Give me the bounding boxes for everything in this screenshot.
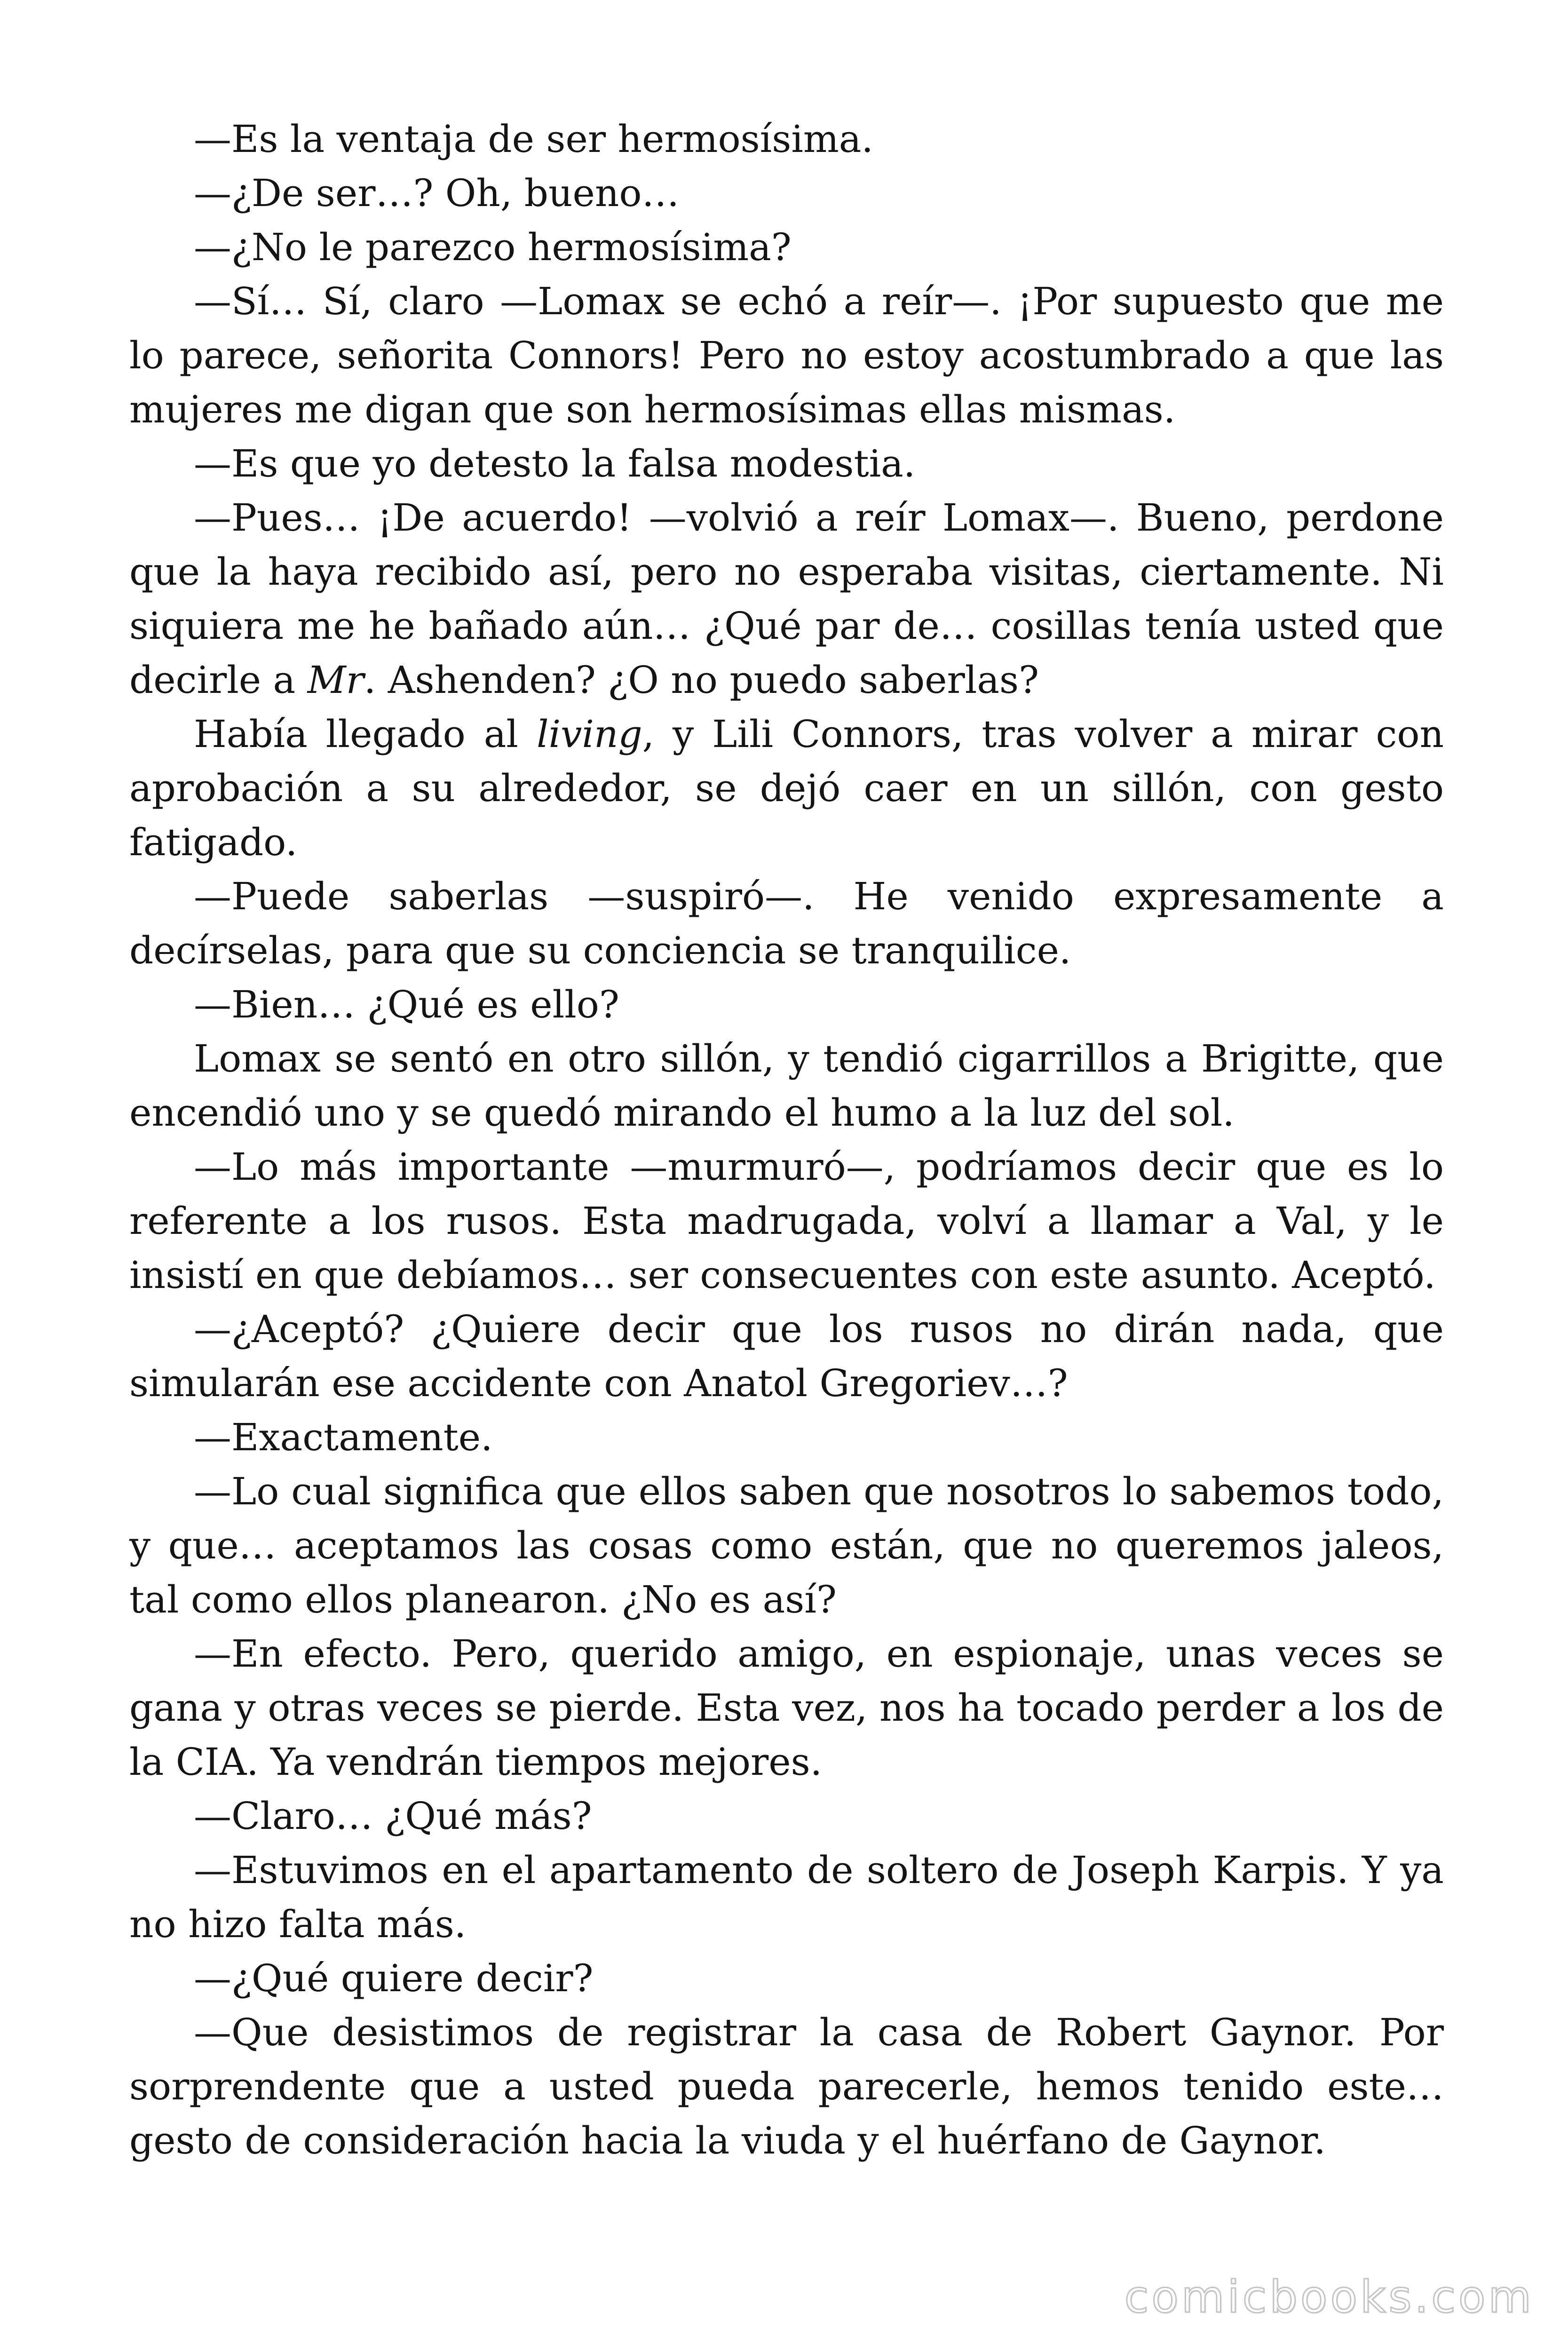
paragraph: —En efecto. Pero, querido amigo, en espionaje, unas veces se gana y otras veces se pierde. Esta vez, nos ha tocado perder a los de la CIA. Ya vendrán tiempos mejores. [129, 1632, 1444, 1784]
paragraph: —¿Aceptó? ¿Quiere decir que los rusos no dirán nada, que simularán ese accidente con Anatol Gregoriev…? [129, 1307, 1444, 1405]
paragraph: —Pues… ¡De acuerdo! —volvió a reír Lomax—. Bueno, perdone que la haya recibido así, pero no esperaba visitas, ciertamente. Ni siquiera me he bañado aún… ¿Qué par de… cosillas tenía usted que decirle a Mr. Ashenden? ¿O no puedo saberlas? [129, 496, 1444, 702]
paragraph: —Sí… Sí, claro —Lomax se echó a reír—. ¡Por supuesto que me lo parece, señorita Connors! Pero no estoy acostumbrado a que las mujeres me digan que son hermosísimas ellas mismas. [129, 279, 1444, 431]
paragraph: —¿No le parezco hermosísima? [194, 225, 792, 269]
paragraph: —Que desistimos de registrar la casa de Robert Gaynor. Por sorprendente que a usted pueda parecerle, hemos tenido este… gesto de consideración hacia la viuda y el huérfano de Gaynor. [129, 2010, 1444, 2162]
paragraph: —¿De ser…? Oh, bueno… [194, 171, 680, 215]
paragraph: —Lo más importante —murmuró—, podríamos decir que es lo referente a los rusos. Esta madrugada, volví a llamar a Val, y le insistí en que debíamos… ser consecuentes con este asunto. Aceptó. [129, 1145, 1444, 1297]
paragraph: —Claro… ¿Qué más? [194, 1794, 592, 1838]
paragraph: —Es que yo detesto la falsa modestia. [194, 442, 916, 485]
watermark: comicbooks.com [1124, 2272, 1534, 2323]
body-text [129, 112, 1444, 2168]
paragraph: —Lo cual significa que ellos saben que nosotros lo sabemos todo, y que… aceptamos las cosas como están, que no queremos jaleos, tal como ellos planearon. ¿No es así? [129, 1470, 1444, 1621]
paragraph: Lomax se sentó en otro sillón, y tendió cigarrillos a Brigitte, que encendió uno y se quedó mirando el humo a la luz del sol. [129, 1037, 1444, 1135]
italic-text: living [536, 712, 642, 756]
paragraph: —Es la ventaja de ser hermosísima. [194, 117, 873, 161]
paragraph: —Exactamente. [194, 1415, 493, 1459]
italic-text: Mr [307, 658, 364, 702]
paragraph: —¿Qué quiere decir? [194, 1956, 594, 2000]
paragraph: —Estuvimos en el apartamento de soltero de Joseph Karpis. Y ya no hizo falta más. [129, 1848, 1444, 1946]
paragraph: —Puede saberlas —suspiró—. He venido expresamente a decírselas, para que su conciencia se tranquilice. [129, 874, 1444, 972]
paragraph: —Bien… ¿Qué es ello? [194, 983, 619, 1026]
paragraph: Había llegado al living, y Lili Connors, tras volver a mirar con aprobación a su alrededor, se dejó caer en un sillón, con gesto fatigado. [129, 712, 1444, 864]
